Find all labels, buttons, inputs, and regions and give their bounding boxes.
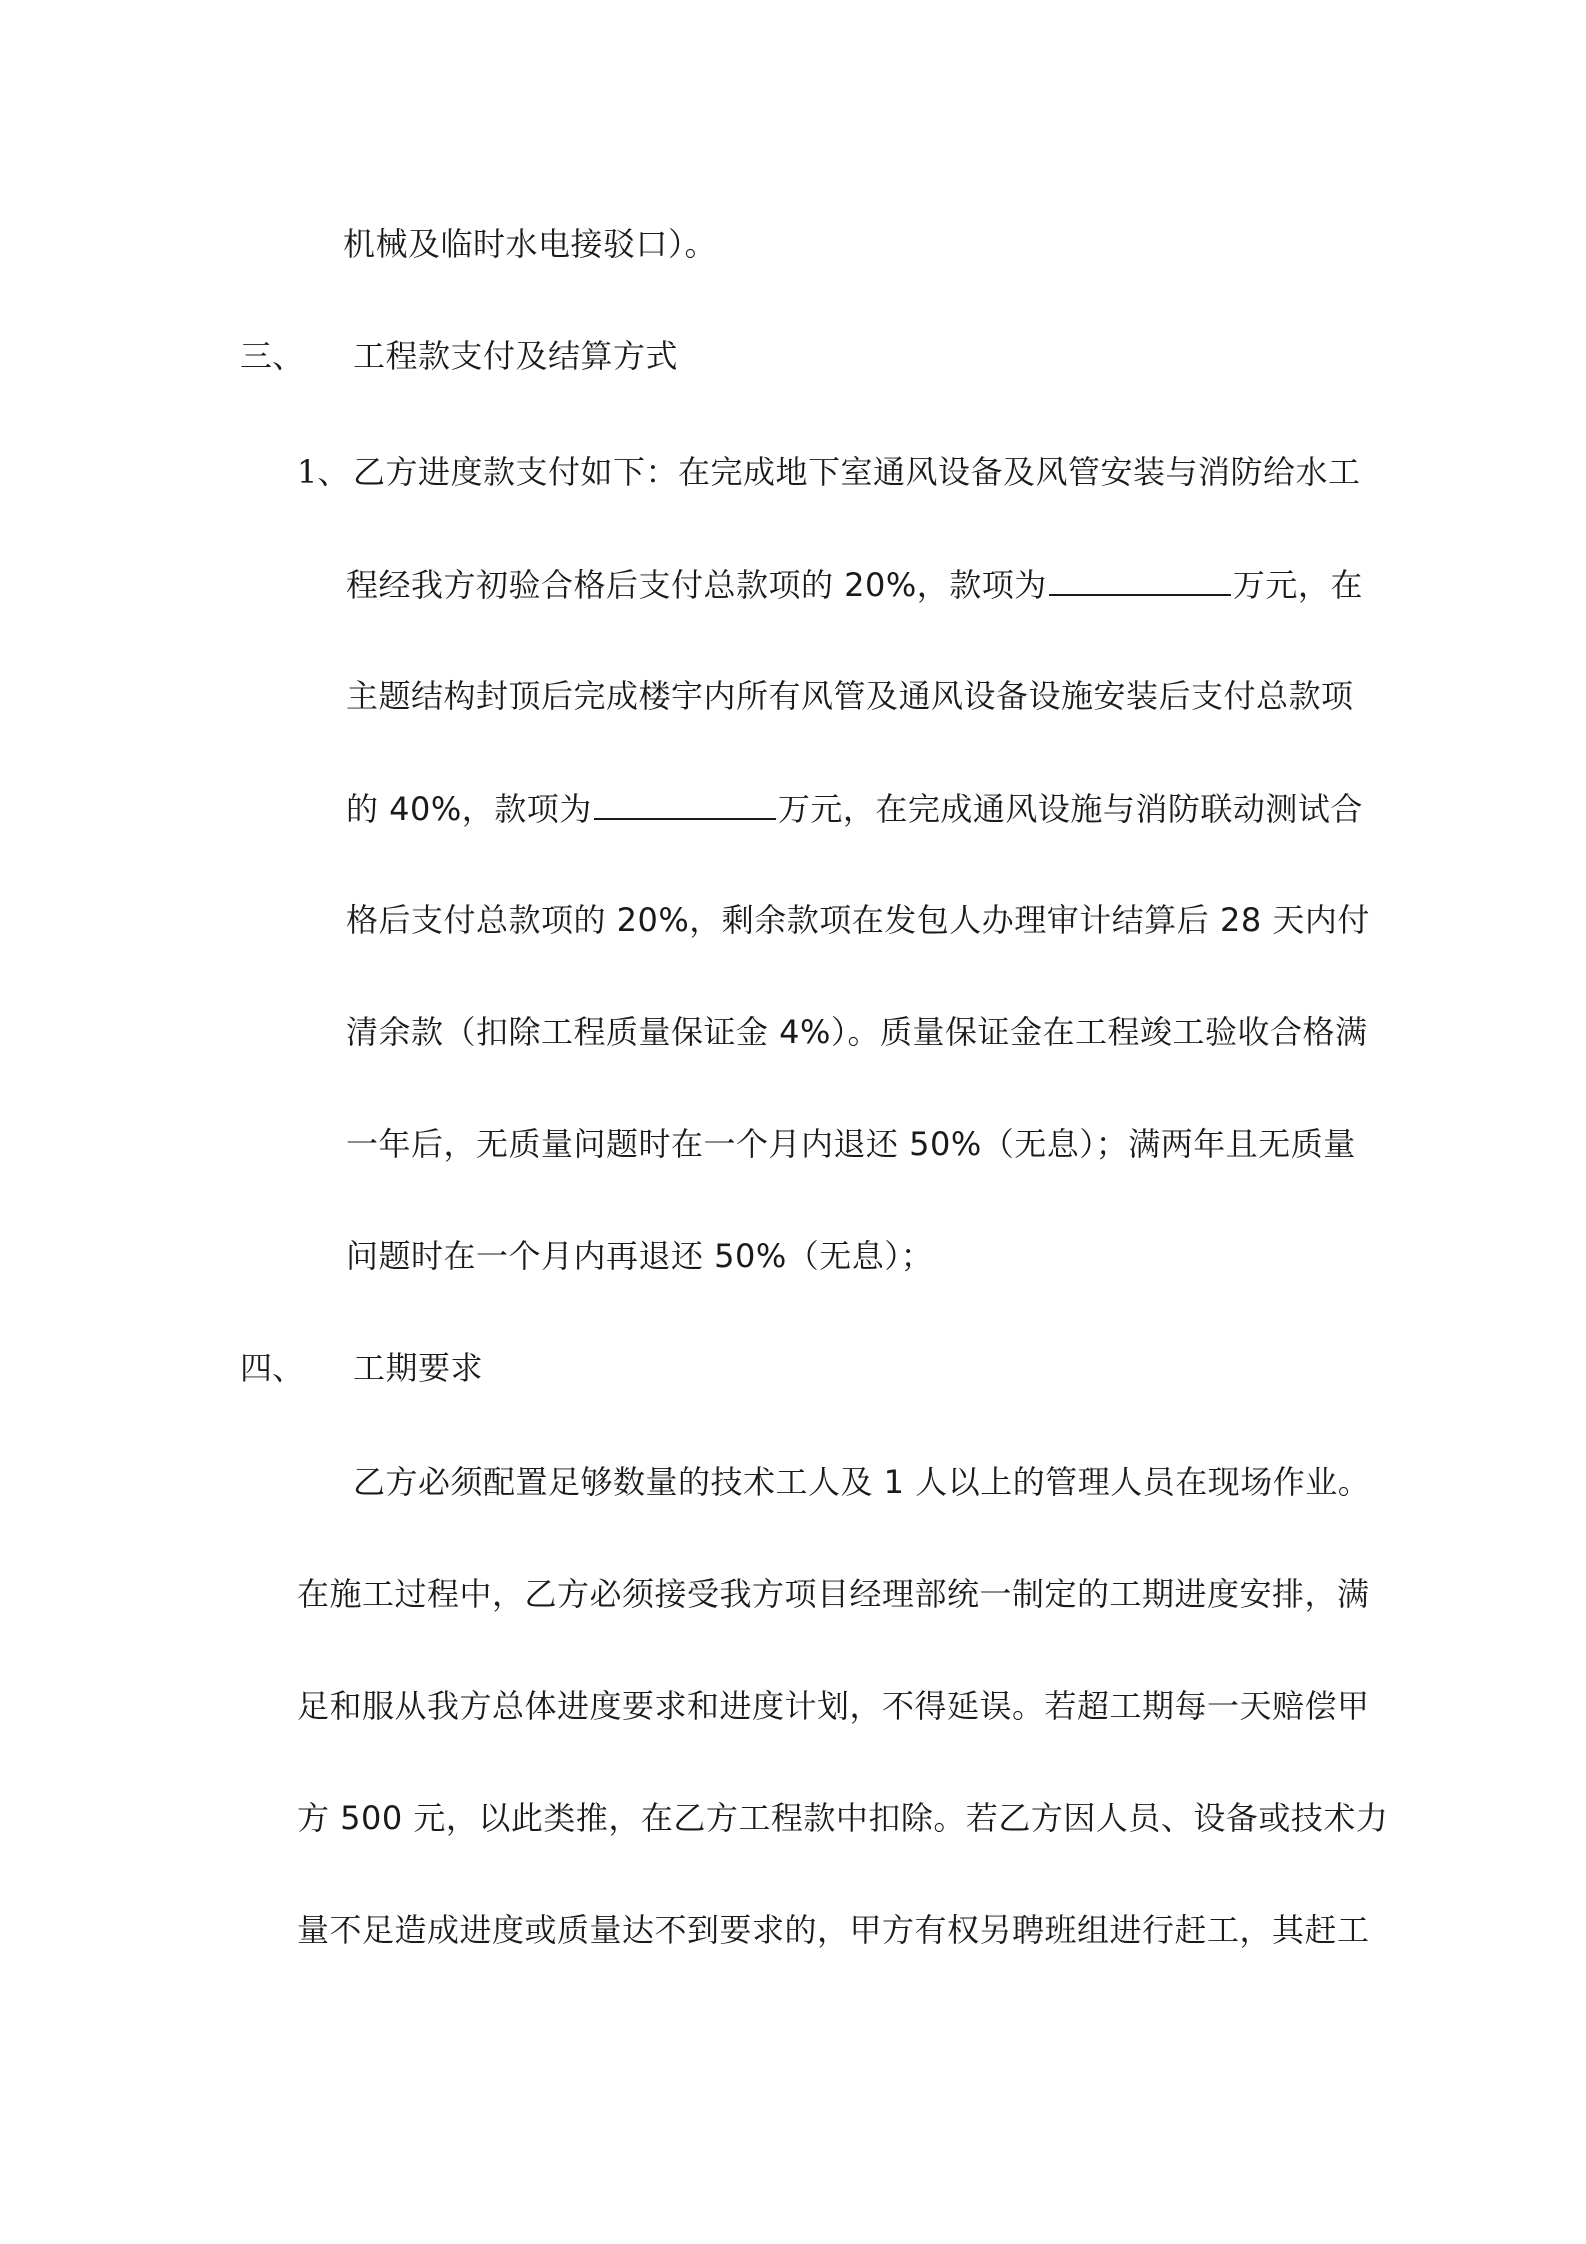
section-4-number: 四、	[240, 1349, 305, 1387]
item-1-line-3: 主题结构封顶后完成楼宇内所有风管及通风设备设施安装后支付总款项	[346, 677, 1354, 715]
section-4-para-line-4: 方 500 元，以此类推，在乙方工程款中扣除。若乙方因人员、设备或技术力	[297, 1799, 1389, 1837]
amount-blank-1	[1049, 564, 1231, 596]
item-1-line-2-after: 万元，在	[1232, 566, 1363, 604]
item-1-line-4-after: 万元，在完成通风设施与消防联动测试合	[777, 790, 1363, 828]
item-1-line-7: 一年后，无质量问题时在一个月内退还 50%（无息）；满两年且无质量	[346, 1125, 1356, 1163]
section-4-para-line-3: 足和服从我方总体进度要求和进度计划，不得延误。若超工期每一天赔偿甲	[297, 1687, 1370, 1725]
section-4-para-line-1: 乙方必须配置足够数量的技术工人及 1 人以上的管理人员在现场作业。	[353, 1463, 1371, 1501]
section-4-para-line-2: 在施工过程中，乙方必须接受我方项目经理部统一制定的工期进度安排，满	[297, 1575, 1370, 1613]
item-1-line-8: 问题时在一个月内再退还 50%（无息）；	[346, 1237, 934, 1275]
item-1-line-6: 清余款（扣除工程质量保证金 4%）。质量保证金在工程竣工验收合格满	[346, 1013, 1368, 1051]
item-1-line-4-before: 的 40%，款项为	[346, 790, 592, 828]
item-1-line-2-before: 程经我方初验合格后支付总款项的 20%，款项为	[346, 566, 1047, 604]
item-1-line-1: 乙方进度款支付如下：在完成地下室通风设备及风管安装与消防给水工	[353, 453, 1361, 491]
item-1-line-5: 格后支付总款项的 20%，剩余款项在发包人办理审计结算后 28 天内付	[346, 901, 1370, 939]
item-1-line-2	[346, 564, 1363, 605]
item-1-number: 1、	[297, 453, 350, 491]
item-1-line-4	[346, 788, 1363, 829]
section-3-title: 工程款支付及结算方式	[353, 337, 679, 375]
section-4-title: 工期要求	[353, 1349, 484, 1387]
continuation-line: 机械及临时水电接驳口）。	[343, 225, 718, 263]
section-4-para-line-5: 量不足造成进度或质量达不到要求的，甲方有权另聘班组进行赶工，其赶工	[297, 1911, 1370, 1949]
amount-blank-2	[594, 788, 776, 820]
section-3-number: 三、	[240, 337, 305, 375]
